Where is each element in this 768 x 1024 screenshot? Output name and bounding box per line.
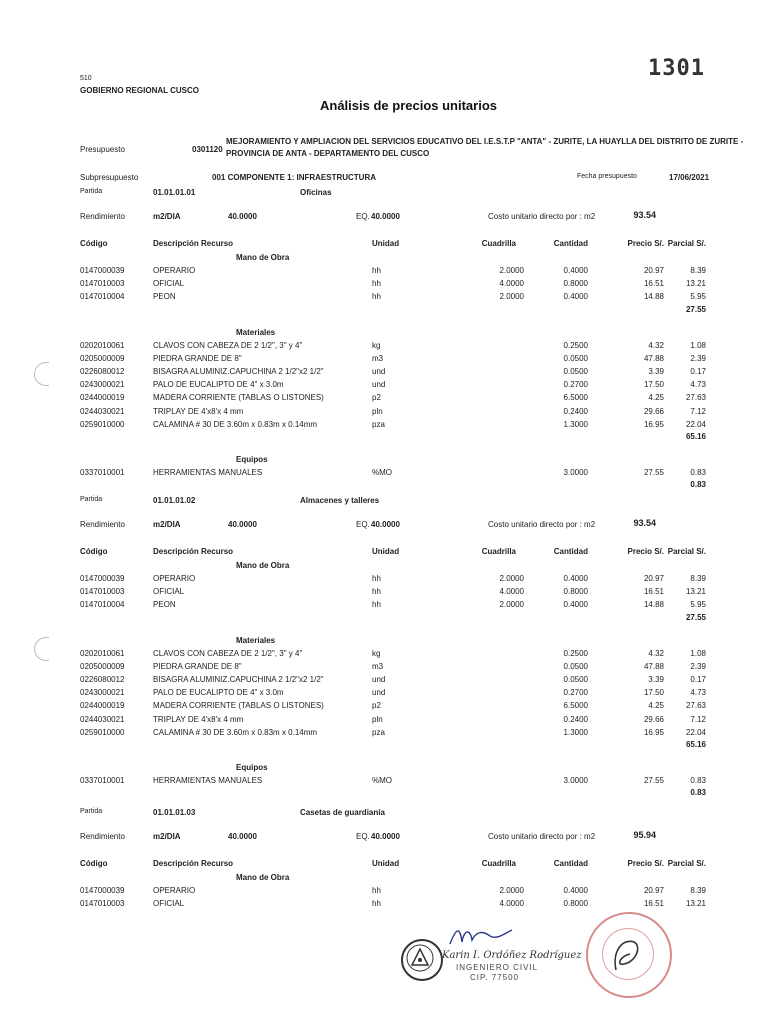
- resource-unit: %MO: [372, 776, 392, 785]
- resource-code: 0147010003: [80, 587, 125, 597]
- resource-cuadrilla: 2.0000: [499, 292, 524, 302]
- resource-cuadrilla: 4.0000: [499, 899, 524, 909]
- resource-unit: pza: [372, 727, 385, 737]
- resource-cantidad: 6.5000: [563, 393, 588, 403]
- page-number: 1301: [648, 56, 705, 81]
- resource-precio: 29.66: [643, 714, 664, 724]
- col-header-precio: Precio S/.: [627, 859, 664, 868]
- resource-code: 0147000039: [80, 574, 125, 583]
- resource-description: CALAMINA # 30 DE 3.60m x 0.83m x 0.14mm: [153, 727, 318, 737]
- col-header-codigo: Código: [80, 239, 108, 248]
- resource-cantidad: 0.8000: [563, 587, 588, 597]
- rendimiento-value: 40.0000: [228, 212, 257, 221]
- resource-code: 0244030021: [80, 406, 125, 416]
- resource-parcial: 1.08: [690, 648, 706, 658]
- partida-name: Almacenes y talleres: [300, 496, 380, 505]
- resource-code: 0243000021: [80, 380, 125, 390]
- resource-description: CLAVOS CON CABEZA DE 2 1/2", 3" y 4": [153, 648, 303, 658]
- presupuesto-desc-1: MEJORAMIENTO Y AMPLIACION DEL SERVICIOS EDUCATIVO DEL I.E.S.T.P "ANTA" - ZURITE, LA HUAYLLA DEL DISTRITO DE ZURITE -: [226, 137, 744, 146]
- resource-cantidad: 0.8000: [563, 279, 588, 289]
- eq-label: EQ.: [356, 832, 370, 841]
- partida-name: Casetas de guardianía: [300, 808, 385, 817]
- resource-cantidad: 0.2500: [563, 340, 588, 350]
- resource-code: 0226080012: [80, 367, 125, 376]
- resource-cantidad: 0.0500: [563, 353, 588, 363]
- resource-description: PIEDRA GRANDE DE 8": [153, 353, 242, 363]
- costo-value: 93.54: [633, 518, 656, 528]
- resource-cantidad: 0.0500: [563, 675, 588, 684]
- col-header-cuadrilla: Cuadrilla: [481, 547, 516, 556]
- resource-parcial: 1.08: [690, 340, 706, 350]
- partida-label: Partida: [80, 808, 103, 815]
- resource-cantidad: 0.2700: [563, 688, 588, 698]
- rendimiento-unit: m2/DIA: [153, 212, 181, 221]
- group-heading: Equipos: [236, 763, 268, 772]
- costo-label: Costo unitario directo por : m2: [488, 212, 596, 221]
- group-heading: Mano de Obra: [236, 561, 290, 570]
- resource-unit: hh: [372, 899, 381, 909]
- resource-parcial: 22.04: [685, 419, 706, 429]
- resource-cuadrilla: 4.0000: [499, 279, 524, 289]
- rendimiento-unit: m2/DIA: [153, 832, 181, 841]
- resource-cuadrilla: 2.0000: [499, 886, 524, 895]
- resource-precio: 27.55: [643, 776, 664, 785]
- col-header-cantidad: Cantidad: [553, 547, 588, 556]
- eq-value: 40.0000: [371, 212, 400, 221]
- resource-unit: hh: [372, 292, 381, 302]
- resource-description: HERRAMIENTAS MANUALES: [153, 776, 263, 785]
- resource-description: MADERA CORRIENTE (TABLAS O LISTONES): [153, 393, 324, 403]
- resource-code: 0243000021: [80, 688, 125, 698]
- resource-code: 0205000009: [80, 661, 125, 671]
- resource-code: 0259010000: [80, 727, 125, 737]
- resource-description: OFICIAL: [153, 899, 185, 909]
- col-header-cantidad: Cantidad: [553, 859, 588, 868]
- resource-description: CLAVOS CON CABEZA DE 2 1/2", 3" y 4": [153, 340, 303, 350]
- resource-unit: und: [372, 675, 386, 684]
- resource-code: 0147010004: [80, 292, 125, 302]
- resource-precio: 3.39: [648, 367, 664, 376]
- resource-parcial: 0.17: [690, 367, 706, 376]
- rendimiento-label: Rendimiento: [80, 832, 125, 841]
- resource-unit: und: [372, 380, 386, 390]
- col-header-unidad: Unidad: [372, 859, 400, 868]
- resource-parcial: 13.21: [685, 279, 706, 289]
- rendimiento-label: Rendimiento: [80, 520, 125, 529]
- signature-name: Karin I. Ordóñez Rodríguez: [442, 950, 582, 961]
- resource-description: MADERA CORRIENTE (TABLAS O LISTONES): [153, 701, 324, 711]
- group-subtotal: 0.83: [690, 788, 706, 798]
- col-header-unidad: Unidad: [372, 547, 400, 556]
- group-subtotal: 27.55: [685, 612, 706, 622]
- signature-role: INGENIERO CIVIL: [456, 963, 539, 972]
- subpresupuesto-label: Subpresupuesto: [80, 173, 139, 182]
- resource-parcial: 8.39: [690, 886, 706, 895]
- resource-unit: hh: [372, 266, 381, 275]
- resource-parcial: 27.63: [685, 393, 706, 403]
- resource-precio: 27.55: [643, 468, 664, 477]
- fecha-label: Fecha presupuesto: [577, 173, 637, 180]
- resource-precio: 17.50: [643, 688, 664, 698]
- col-header-parcial: Parcial S/.: [667, 547, 706, 556]
- resource-code: 0259010000: [80, 419, 125, 429]
- resource-parcial: 7.12: [690, 406, 706, 416]
- signature-scribble: [446, 922, 516, 948]
- costo-label: Costo unitario directo por : m2: [488, 832, 596, 841]
- resource-precio: 20.97: [643, 886, 664, 895]
- costo-value: 95.94: [633, 830, 656, 840]
- resource-cuadrilla: 2.0000: [499, 266, 524, 275]
- resource-cantidad: 1.3000: [563, 419, 588, 429]
- resource-unit: pln: [372, 406, 383, 416]
- resource-description: HERRAMIENTAS MANUALES: [153, 468, 263, 477]
- resource-cantidad: 0.0500: [563, 661, 588, 671]
- resource-description: OFICIAL: [153, 279, 185, 289]
- resource-cantidad: 0.4000: [563, 886, 588, 895]
- col-header-cuadrilla: Cuadrilla: [481, 859, 516, 868]
- resource-unit: p2: [372, 393, 381, 403]
- official-stamp: [586, 912, 672, 998]
- resource-description: OPERARIO: [153, 886, 196, 895]
- resource-description: BISAGRA ALUMINIZ.CAPUCHINA 2 1/2"x2 1/2": [153, 675, 324, 684]
- resource-cantidad: 0.4000: [563, 266, 588, 275]
- subpresupuesto-value: 001 COMPONENTE 1: INFRAESTRUCTURA: [212, 173, 377, 182]
- resource-cuadrilla: 2.0000: [499, 600, 524, 610]
- resource-unit: hh: [372, 886, 381, 895]
- resource-parcial: 0.83: [690, 468, 706, 477]
- resource-parcial: 13.21: [685, 587, 706, 597]
- presupuesto-desc-2: PROVINCIA DE ANTA - DEPARTAMENTO DEL CUSCO: [226, 149, 430, 158]
- resource-code: 0337010001: [80, 468, 125, 477]
- eq-value: 40.0000: [371, 520, 400, 529]
- eq-label: EQ.: [356, 520, 370, 529]
- resource-unit: p2: [372, 701, 381, 711]
- resource-code: 0226080012: [80, 675, 125, 684]
- resource-description: PEON: [153, 600, 176, 610]
- resource-parcial: 2.39: [690, 661, 706, 671]
- partida-label: Partida: [80, 496, 103, 503]
- resource-precio: 17.50: [643, 380, 664, 390]
- resource-code: 0244030021: [80, 714, 125, 724]
- group-heading: Mano de Obra: [236, 873, 290, 882]
- resource-unit: und: [372, 367, 386, 376]
- fecha-value: 17/06/2021: [669, 173, 710, 182]
- resource-precio: 4.25: [648, 393, 664, 403]
- resource-parcial: 5.95: [690, 600, 706, 610]
- col-header-descripcion: Descripción Recurso: [153, 859, 234, 868]
- group-subtotal: 27.55: [685, 304, 706, 314]
- resource-description: PALO DE EUCALIPTO DE 4" x 3.0m: [153, 380, 284, 390]
- resource-unit: hh: [372, 587, 381, 597]
- resource-description: CALAMINA # 30 DE 3.60m x 0.83m x 0.14mm: [153, 419, 318, 429]
- costo-value: 93.54: [633, 210, 656, 220]
- resource-unit: und: [372, 688, 386, 698]
- resource-code: 0337010001: [80, 776, 125, 785]
- resource-cantidad: 0.4000: [563, 292, 588, 302]
- resource-precio: 47.88: [643, 353, 664, 363]
- col-header-parcial: Parcial S/.: [667, 859, 706, 868]
- resource-unit: kg: [372, 648, 381, 658]
- rendimiento-unit: m2/DIA: [153, 520, 181, 529]
- resource-code: 0147000039: [80, 266, 125, 275]
- resource-precio: 16.95: [643, 727, 664, 737]
- resource-code: 0147010004: [80, 600, 125, 610]
- resource-description: PEON: [153, 292, 176, 302]
- resource-code: 0202010061: [80, 648, 125, 658]
- col-header-cuadrilla: Cuadrilla: [481, 239, 516, 248]
- resource-precio: 29.66: [643, 406, 664, 416]
- resource-parcial: 8.39: [690, 266, 706, 275]
- resource-cantidad: 0.2400: [563, 406, 588, 416]
- resource-code: 0205000009: [80, 353, 125, 363]
- costo-label: Costo unitario directo por : m2: [488, 520, 596, 529]
- resource-precio: 4.32: [648, 648, 664, 658]
- group-subtotal: 0.83: [690, 480, 706, 490]
- resource-unit: m3: [372, 661, 384, 671]
- resource-parcial: 7.12: [690, 714, 706, 724]
- resource-parcial: 8.39: [690, 574, 706, 583]
- resource-cantidad: 1.3000: [563, 727, 588, 737]
- resource-precio: 47.88: [643, 661, 664, 671]
- page-title: Análisis de precios unitarios: [320, 98, 497, 113]
- rendimiento-value: 40.0000: [228, 520, 257, 529]
- col-header-cantidad: Cantidad: [553, 239, 588, 248]
- resource-code: 0147010003: [80, 899, 125, 909]
- resource-cantidad: 0.0500: [563, 367, 588, 376]
- rendimiento-value: 40.0000: [228, 832, 257, 841]
- resource-cantidad: 0.8000: [563, 899, 588, 909]
- resource-description: OFICIAL: [153, 587, 185, 597]
- group-heading: Materiales: [236, 635, 276, 645]
- resource-parcial: 0.17: [690, 675, 706, 684]
- col-header-descripcion: Descripción Recurso: [153, 239, 234, 248]
- partida-code: 01.01.01.01: [153, 188, 196, 197]
- resource-precio: 16.51: [643, 899, 664, 909]
- resource-description: OPERARIO: [153, 266, 196, 275]
- presupuesto-code: 0301120: [192, 145, 223, 154]
- signature-cip: CIP. 77500: [470, 973, 519, 982]
- partida-code: 01.01.01.03: [153, 808, 196, 817]
- resource-parcial: 2.39: [690, 353, 706, 363]
- resource-description: TRIPLAY DE 4'x8'x 4 mm: [153, 714, 244, 724]
- group-subtotal: 65.16: [685, 432, 706, 441]
- partida-label: Partida: [80, 188, 103, 195]
- rendimiento-label: Rendimiento: [80, 212, 125, 221]
- partida-code: 01.01.01.02: [153, 496, 196, 505]
- resource-description: BISAGRA ALUMINIZ.CAPUCHINA 2 1/2"x2 1/2": [153, 367, 324, 376]
- resource-precio: 4.32: [648, 340, 664, 350]
- resource-parcial: 0.83: [690, 776, 706, 785]
- col-header-unidad: Unidad: [372, 239, 400, 248]
- resource-precio: 14.88: [643, 600, 664, 610]
- resource-unit: kg: [372, 340, 381, 350]
- resource-cantidad: 0.2700: [563, 380, 588, 390]
- resource-precio: 3.39: [648, 675, 664, 684]
- col-header-descripcion: Descripción Recurso: [153, 547, 234, 556]
- resource-cantidad: 6.5000: [563, 701, 588, 711]
- resource-unit: hh: [372, 600, 381, 610]
- binder-hole-1: [34, 362, 49, 386]
- resource-unit: pln: [372, 714, 383, 724]
- resource-description: OPERARIO: [153, 574, 196, 583]
- resource-parcial: 13.21: [685, 899, 706, 909]
- resource-parcial: 22.04: [685, 727, 706, 737]
- resource-cantidad: 0.4000: [563, 574, 588, 583]
- org-name: GOBIERNO REGIONAL CUSCO: [80, 86, 199, 95]
- col-header-codigo: Código: [80, 859, 108, 868]
- resource-cantidad: 3.0000: [563, 776, 588, 785]
- resource-precio: 16.51: [643, 587, 664, 597]
- resource-code: 0147000039: [80, 886, 125, 895]
- resource-cantidad: 0.2400: [563, 714, 588, 724]
- resource-precio: 20.97: [643, 266, 664, 275]
- resource-description: TRIPLAY DE 4'x8'x 4 mm: [153, 406, 244, 416]
- resource-unit: %MO: [372, 468, 392, 477]
- col-header-parcial: Parcial S/.: [667, 239, 706, 248]
- resource-precio: 16.95: [643, 419, 664, 429]
- resource-cantidad: 3.0000: [563, 468, 588, 477]
- resource-parcial: 4.73: [690, 688, 706, 698]
- resource-cuadrilla: 2.0000: [499, 574, 524, 583]
- group-heading: Materiales: [236, 327, 276, 337]
- resource-precio: 16.51: [643, 279, 664, 289]
- resource-code: 0147010003: [80, 279, 125, 289]
- resource-cantidad: 0.4000: [563, 600, 588, 610]
- resource-code: 0244000019: [80, 393, 125, 403]
- partida-name: Oficinas: [300, 188, 332, 197]
- resource-unit: m3: [372, 353, 384, 363]
- resource-code: 0202010061: [80, 340, 125, 350]
- group-heading: Mano de Obra: [236, 253, 290, 262]
- resource-description: PIEDRA GRANDE DE 8": [153, 661, 242, 671]
- eq-label: EQ.: [356, 212, 370, 221]
- group-heading: Equipos: [236, 455, 268, 464]
- resource-parcial: 5.95: [690, 292, 706, 302]
- col-header-precio: Precio S/.: [627, 239, 664, 248]
- resource-precio: 4.25: [648, 701, 664, 711]
- eq-value: 40.0000: [371, 832, 400, 841]
- engineer-seal: [401, 939, 443, 981]
- resource-unit: hh: [372, 279, 381, 289]
- resource-cuadrilla: 4.0000: [499, 587, 524, 597]
- resource-code: 0244000019: [80, 701, 125, 711]
- resource-parcial: 4.73: [690, 380, 706, 390]
- resource-precio: 14.88: [643, 292, 664, 302]
- resource-unit: pza: [372, 419, 385, 429]
- col-header-codigo: Código: [80, 547, 108, 556]
- resource-unit: hh: [372, 574, 381, 583]
- col-header-precio: Precio S/.: [627, 547, 664, 556]
- small-code: 510: [80, 75, 92, 82]
- presupuesto-label: Presupuesto: [80, 145, 125, 154]
- resource-cantidad: 0.2500: [563, 648, 588, 658]
- group-subtotal: 65.16: [685, 740, 706, 749]
- resource-parcial: 27.63: [685, 701, 706, 711]
- resource-precio: 20.97: [643, 574, 664, 583]
- binder-hole-2: [34, 637, 49, 661]
- resource-description: PALO DE EUCALIPTO DE 4" x 3.0m: [153, 688, 284, 698]
